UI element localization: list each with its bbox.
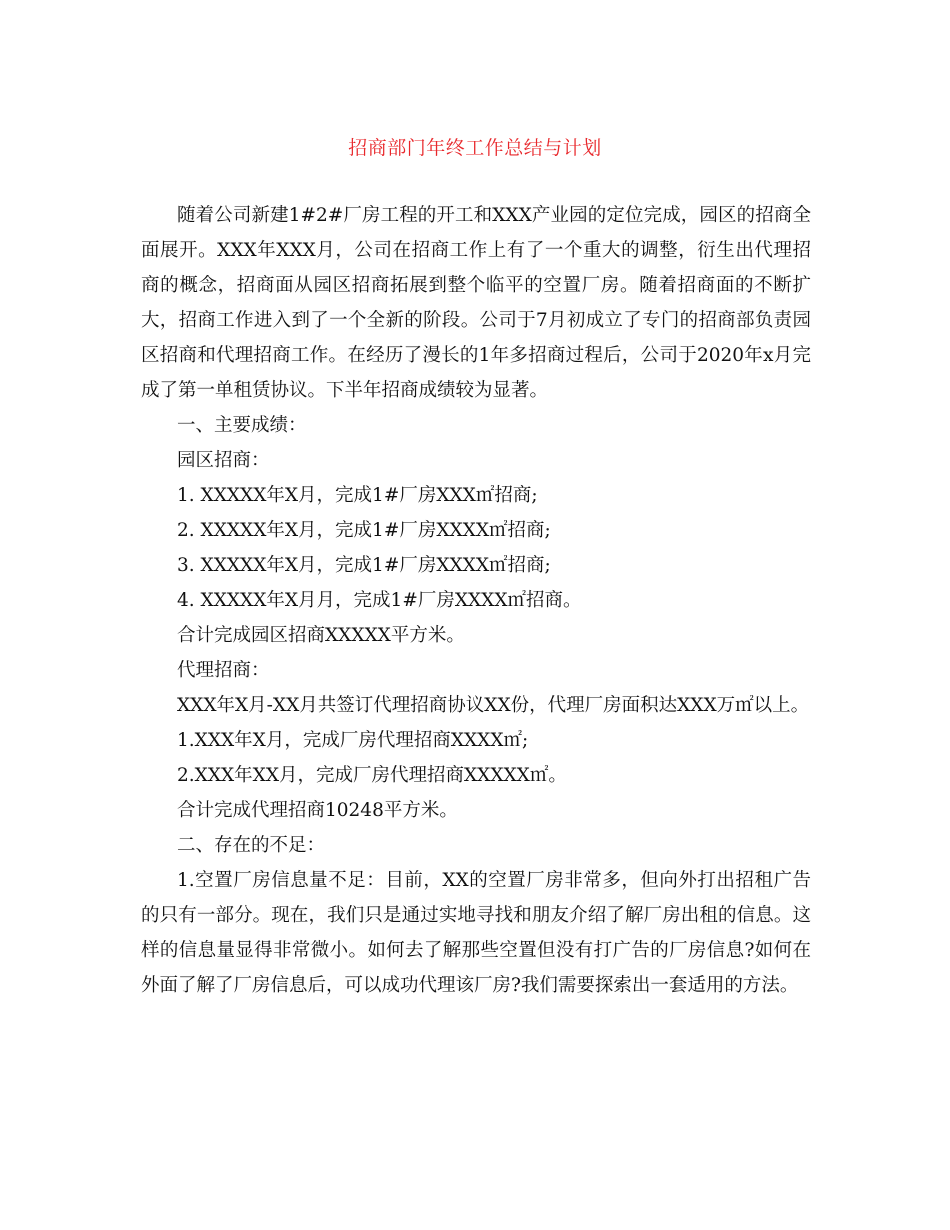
subheading-park-leasing: 园区招商： [177, 450, 270, 471]
park-item: 4. XXXXX年X月月，完成1#厂房XXXX㎡招商。 [177, 590, 582, 611]
park-total: 合计完成园区招商XXXXX平方米。 [177, 625, 465, 646]
shortcoming-paragraph: 1.空置厂房信息量不足：目前，XX的空置厂房非常多，但向外打出招租广告的只有一部分。现在，我们只是通过实地寻找和朋友介绍了解厂房出租的信息。这样的信息量显得非常微小。如何去了解那些空置但没有打广告的厂房信息?如何在外面了解了厂房信息后，可以成功代理该厂房?我们需要探索出一套适用的方法。 [141, 870, 811, 996]
document-title: 招商部门年终工作总结与计划 [348, 137, 602, 159]
section-heading-achievements: 一、主要成绩： [177, 415, 307, 436]
park-item: 2. XXXXX年X月，完成1#厂房XXXX㎡招商; [177, 520, 551, 541]
agency-summary: XXX年X月-XX月共签订代理招商协议XX份，代理厂房面积达XXX万㎡以上。 [177, 695, 810, 716]
park-item: 1. XXXXX年X月，完成1#厂房XXX㎡招商; [177, 485, 538, 506]
agency-item: 1.XXX年X月，完成厂房代理招商XXXX㎡; [177, 730, 529, 751]
agency-item: 2.XXX年XX月，完成厂房代理招商XXXXX㎡。 [177, 765, 567, 786]
document-body [141, 198, 811, 1003]
intro-paragraph: 随着公司新建1#2#厂房工程的开工和XXX产业园的定位完成，园区的招商全面展开。XXX年XXX月，公司在招商工作上有了一个重大的调整，衍生出代理招商的概念，招商面从园区招商拓展到整个临平的空置厂房。随着招商面的不断扩大，招商工作进入到了一个全新的阶段。公司于7月初成立了专门的招商部负责园区招商和代理招商工作。在经历了漫长的1年多招商过程后，公司于2020年x月完成了第一单租赁协议。下半年招商成绩较为显著。 [141, 205, 811, 401]
subheading-agency-leasing: 代理招商： [177, 660, 270, 681]
section-heading-shortcomings: 二、存在的不足： [177, 835, 326, 856]
agency-total: 合计完成代理招商10248平方米。 [177, 800, 458, 821]
park-item: 3. XXXXX年X月，完成1#厂房XXXX㎡招商; [177, 555, 551, 576]
